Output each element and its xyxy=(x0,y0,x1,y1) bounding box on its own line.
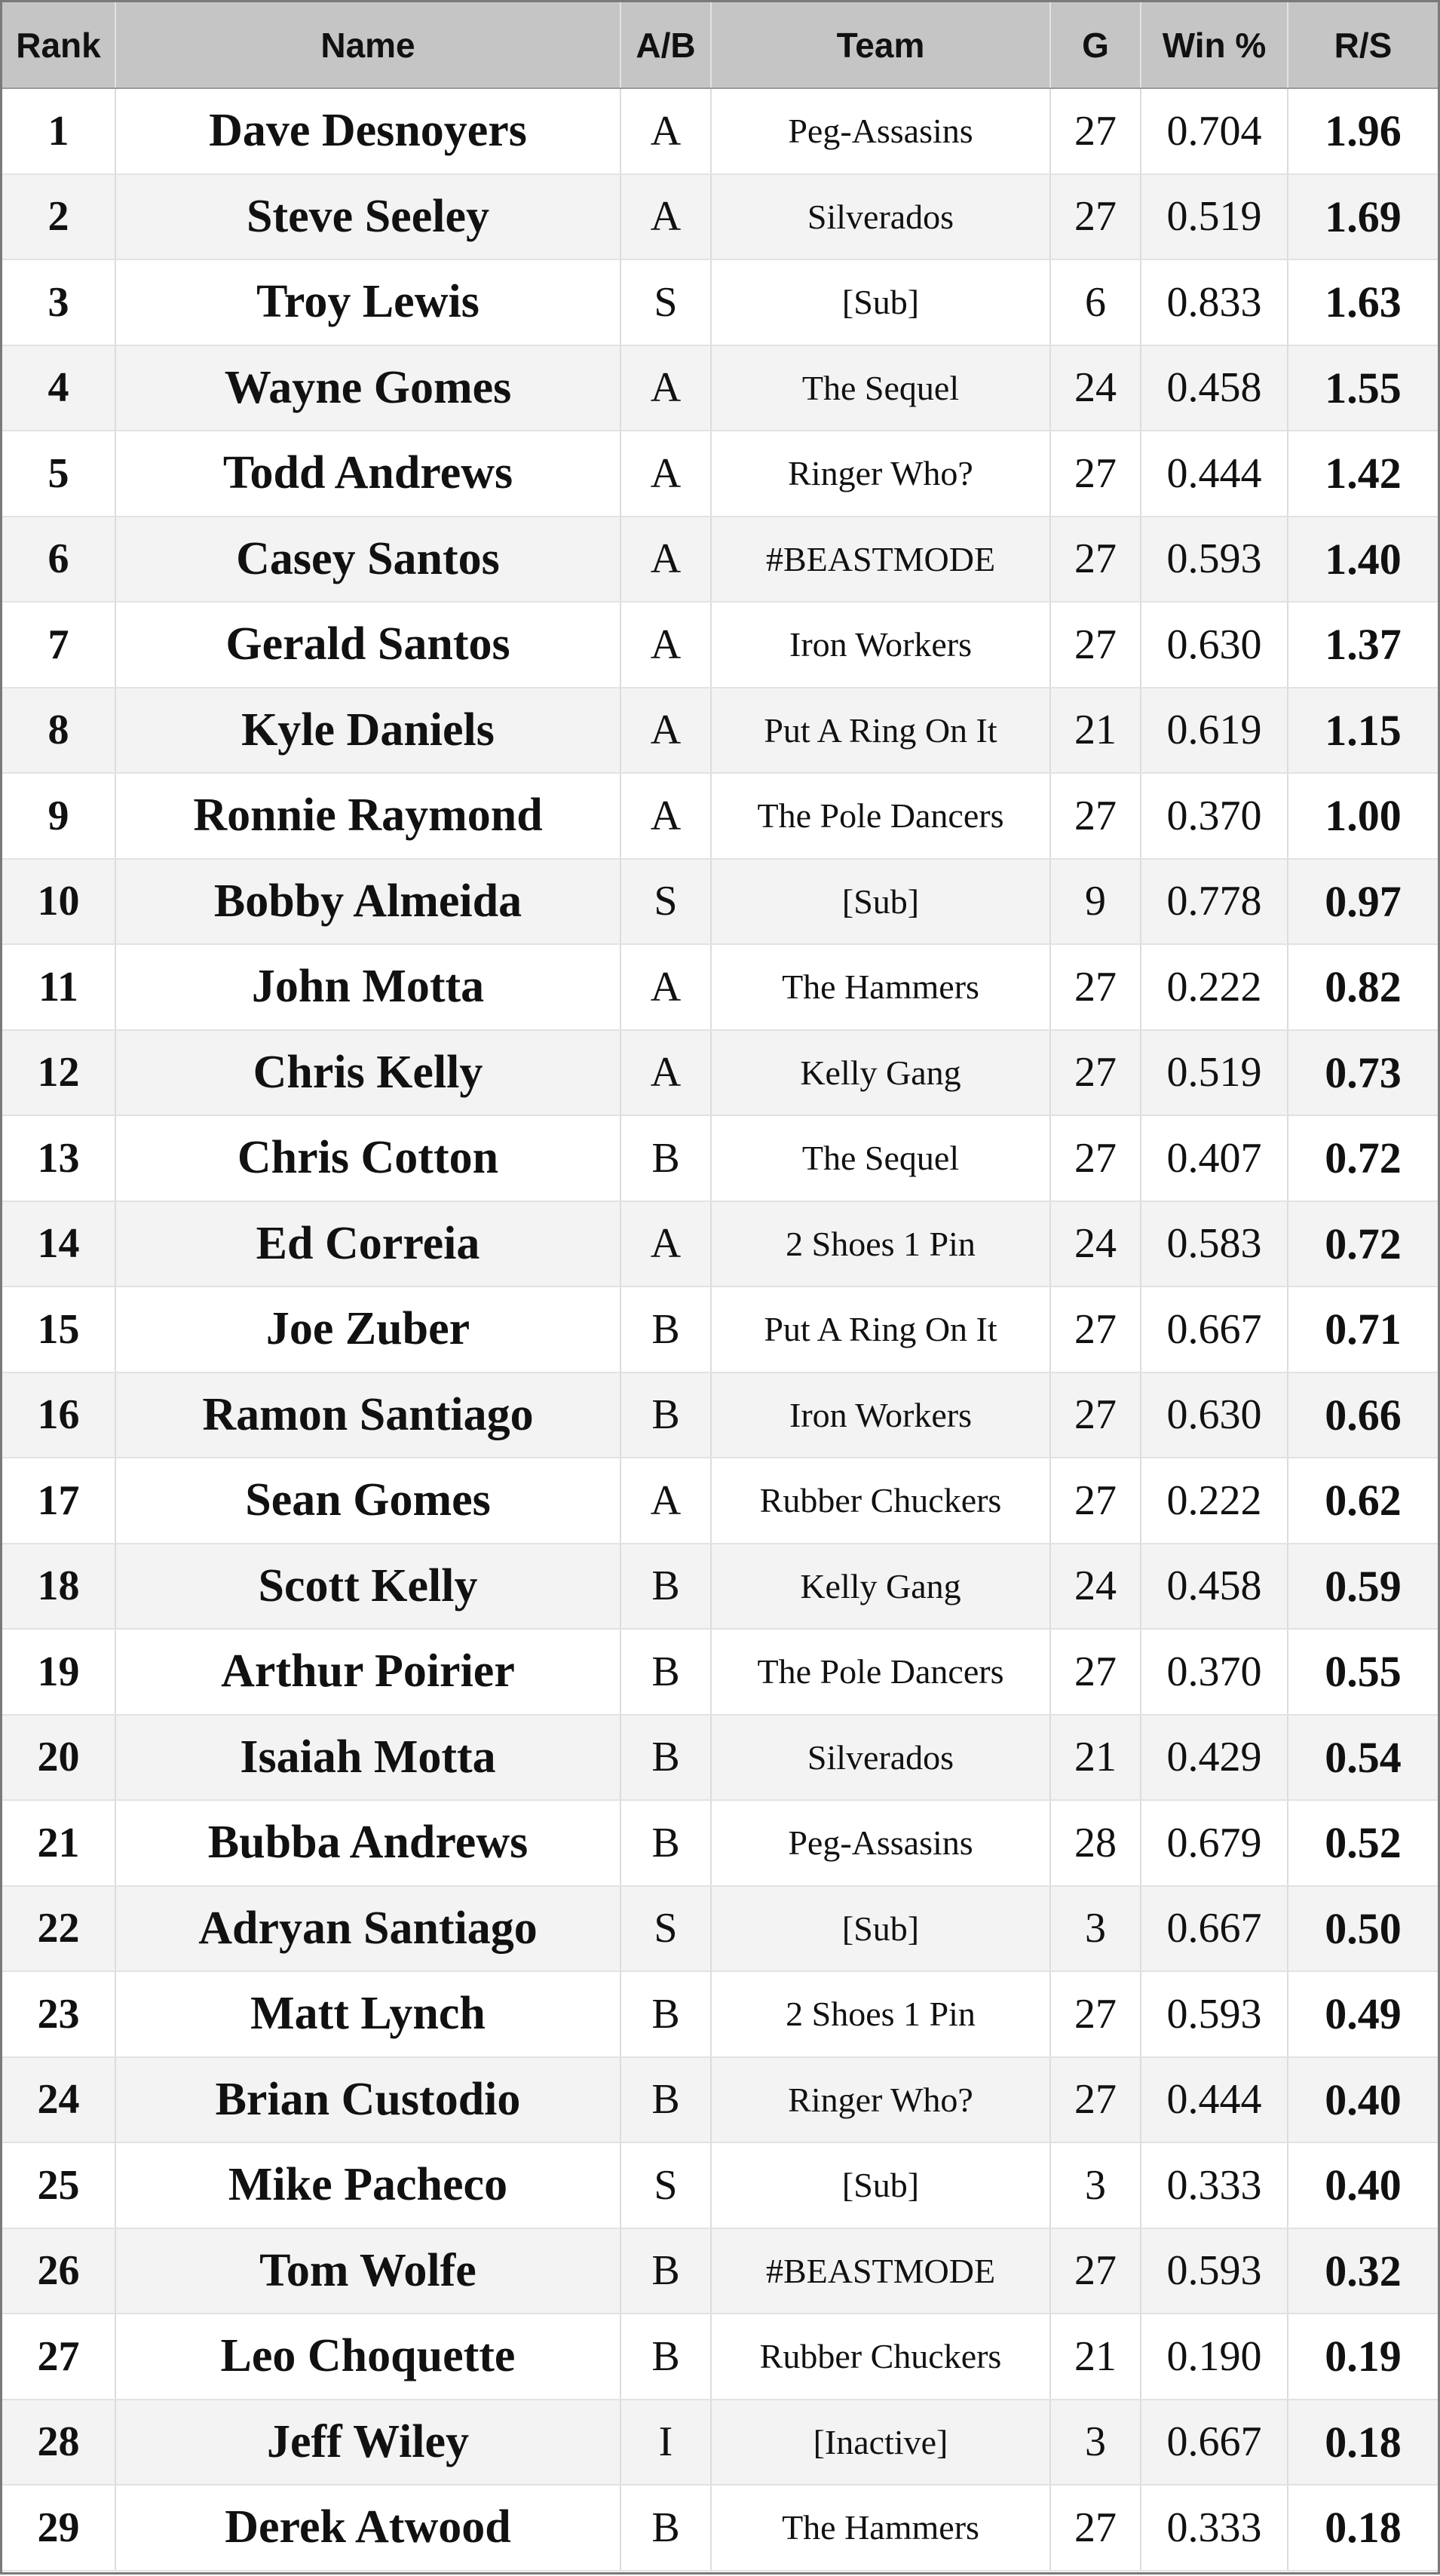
cell-games: 27 xyxy=(1050,1286,1141,1372)
cell-win-pct: 0.667 xyxy=(1141,2400,1288,2486)
cell-win-pct: 0.593 xyxy=(1141,2228,1288,2314)
cell-ab: B xyxy=(620,1115,711,1201)
cell-name: Ramon Santiago xyxy=(115,1372,620,1458)
cell-games: 27 xyxy=(1050,174,1141,260)
cell-games: 28 xyxy=(1050,1800,1141,1886)
cell-win-pct: 0.833 xyxy=(1141,259,1288,345)
cell-games: 27 xyxy=(1050,944,1141,1030)
cell-team: [Sub] xyxy=(711,2142,1050,2228)
cell-rs: 0.19 xyxy=(1288,2314,1438,2400)
cell-ab: A xyxy=(620,602,711,688)
cell-ab: B xyxy=(620,1629,711,1715)
cell-ab: B xyxy=(620,2228,711,2314)
cell-rs: 0.18 xyxy=(1288,2485,1438,2571)
table-row[interactable] xyxy=(2,688,1438,774)
header-rs[interactable]: R/S xyxy=(1288,2,1438,88)
cell-ab: A xyxy=(620,1030,711,1116)
cell-rs: 0.72 xyxy=(1288,1201,1438,1287)
table-row[interactable] xyxy=(2,2400,1438,2486)
cell-ab: I xyxy=(620,2400,711,2486)
cell-name: Steve Seeley xyxy=(115,174,620,260)
table-row[interactable] xyxy=(2,1115,1438,1201)
cell-rank: 22 xyxy=(2,1886,115,1972)
cell-team: The Hammers xyxy=(711,2485,1050,2571)
cell-team: The Pole Dancers xyxy=(711,1629,1050,1715)
header-win-pct[interactable]: Win % xyxy=(1141,2,1288,88)
table-row[interactable] xyxy=(2,773,1438,859)
cell-ab: A xyxy=(620,345,711,431)
cell-team: Ringer Who? xyxy=(711,2057,1050,2143)
cell-games: 27 xyxy=(1050,88,1141,174)
cell-name: Matt Lynch xyxy=(115,1971,620,2057)
cell-rs: 1.69 xyxy=(1288,174,1438,260)
cell-name: Chris Kelly xyxy=(115,1030,620,1116)
cell-name: Sean Gomes xyxy=(115,1458,620,1544)
cell-ab: A xyxy=(620,174,711,260)
cell-rs: 1.40 xyxy=(1288,517,1438,603)
cell-games: 27 xyxy=(1050,773,1141,859)
cell-name: Ronnie Raymond xyxy=(115,773,620,859)
cell-games: 27 xyxy=(1050,431,1141,517)
cell-rs: 0.32 xyxy=(1288,2228,1438,2314)
cell-name: Dave Desnoyers xyxy=(115,88,620,174)
cell-team: [Sub] xyxy=(711,859,1050,945)
cell-games: 27 xyxy=(1050,602,1141,688)
cell-name: Gerald Santos xyxy=(115,602,620,688)
table-row[interactable] xyxy=(2,1458,1438,1544)
cell-games: 24 xyxy=(1050,1201,1141,1287)
cell-name: Wayne Gomes xyxy=(115,345,620,431)
cell-games: 6 xyxy=(1050,259,1141,345)
cell-ab: A xyxy=(620,1458,711,1544)
cell-win-pct: 0.190 xyxy=(1141,2314,1288,2400)
cell-win-pct: 0.667 xyxy=(1141,1286,1288,1372)
cell-team: Peg-Assasins xyxy=(711,1800,1050,1886)
cell-rank: 6 xyxy=(2,517,115,603)
cell-win-pct: 0.519 xyxy=(1141,1030,1288,1116)
cell-rs: 1.00 xyxy=(1288,773,1438,859)
cell-win-pct: 0.222 xyxy=(1141,944,1288,1030)
cell-rs: 0.66 xyxy=(1288,1372,1438,1458)
header-rank[interactable]: Rank xyxy=(2,2,115,88)
cell-rank: 24 xyxy=(2,2057,115,2143)
cell-games: 3 xyxy=(1050,1886,1141,1972)
table-row[interactable] xyxy=(2,517,1438,603)
table-row[interactable] xyxy=(2,2142,1438,2228)
cell-rs: 0.97 xyxy=(1288,859,1438,945)
cell-ab: S xyxy=(620,2142,711,2228)
cell-team: [Sub] xyxy=(711,1886,1050,1972)
cell-rs: 0.49 xyxy=(1288,1971,1438,2057)
cell-rank: 20 xyxy=(2,1715,115,1801)
cell-rs: 0.62 xyxy=(1288,1458,1438,1544)
cell-rs: 0.72 xyxy=(1288,1115,1438,1201)
cell-team: 2 Shoes 1 Pin xyxy=(711,1971,1050,2057)
cell-ab: S xyxy=(620,859,711,945)
cell-win-pct: 0.679 xyxy=(1141,1800,1288,1886)
cell-win-pct: 0.704 xyxy=(1141,88,1288,174)
cell-rank: 11 xyxy=(2,944,115,1030)
cell-win-pct: 0.458 xyxy=(1141,1544,1288,1630)
cell-team: #BEASTMODE xyxy=(711,517,1050,603)
cell-rank: 1 xyxy=(2,88,115,174)
cell-rank: 13 xyxy=(2,1115,115,1201)
cell-name: Troy Lewis xyxy=(115,259,620,345)
cell-games: 27 xyxy=(1050,1115,1141,1201)
cell-games: 27 xyxy=(1050,1372,1141,1458)
cell-ab: B xyxy=(620,1544,711,1630)
cell-rank: 29 xyxy=(2,2485,115,2571)
cell-team: Peg-Assasins xyxy=(711,88,1050,174)
cell-ab: B xyxy=(620,2057,711,2143)
table-row[interactable] xyxy=(2,2228,1438,2314)
cell-rs: 0.52 xyxy=(1288,1800,1438,1886)
table-row[interactable] xyxy=(2,2314,1438,2400)
cell-rank: 10 xyxy=(2,859,115,945)
cell-name: Ed Correia xyxy=(115,1201,620,1287)
cell-win-pct: 0.778 xyxy=(1141,859,1288,945)
cell-win-pct: 0.593 xyxy=(1141,1971,1288,2057)
cell-name: Derek Atwood xyxy=(115,2485,620,2571)
cell-games: 27 xyxy=(1050,517,1141,603)
cell-win-pct: 0.370 xyxy=(1141,1629,1288,1715)
cell-ab: A xyxy=(620,773,711,859)
cell-team: #BEASTMODE xyxy=(711,2228,1050,2314)
cell-win-pct: 0.407 xyxy=(1141,1115,1288,1201)
cell-rank: 28 xyxy=(2,2400,115,2486)
cell-win-pct: 0.519 xyxy=(1141,174,1288,260)
table-row[interactable] xyxy=(2,1629,1438,1715)
cell-team: Ringer Who? xyxy=(711,431,1050,517)
cell-win-pct: 0.619 xyxy=(1141,688,1288,774)
cell-rs: 1.96 xyxy=(1288,88,1438,174)
cell-win-pct: 0.429 xyxy=(1141,1715,1288,1801)
cell-games: 27 xyxy=(1050,2057,1141,2143)
cell-rs: 0.73 xyxy=(1288,1030,1438,1116)
cell-team: Iron Workers xyxy=(711,1372,1050,1458)
cell-games: 21 xyxy=(1050,2314,1141,2400)
cell-team: The Sequel xyxy=(711,345,1050,431)
table-row[interactable] xyxy=(2,1544,1438,1630)
cell-team: Put A Ring On It xyxy=(711,688,1050,774)
cell-team: 2 Shoes 1 Pin xyxy=(711,1201,1050,1287)
cell-ab: A xyxy=(620,88,711,174)
cell-name: Joe Zuber xyxy=(115,1286,620,1372)
cell-name: Arthur Poirier xyxy=(115,1629,620,1715)
cell-team: Put A Ring On It xyxy=(711,1286,1050,1372)
table-row[interactable] xyxy=(2,259,1438,345)
cell-games: 27 xyxy=(1050,1458,1141,1544)
cell-ab: B xyxy=(620,2314,711,2400)
cell-win-pct: 0.458 xyxy=(1141,345,1288,431)
cell-win-pct: 0.630 xyxy=(1141,1372,1288,1458)
cell-rank: 9 xyxy=(2,773,115,859)
cell-games: 27 xyxy=(1050,1971,1141,2057)
table-row[interactable] xyxy=(2,859,1438,945)
cell-win-pct: 0.593 xyxy=(1141,517,1288,603)
table-row[interactable] xyxy=(2,88,1438,174)
cell-rs: 0.55 xyxy=(1288,1629,1438,1715)
cell-win-pct: 0.333 xyxy=(1141,2485,1288,2571)
cell-win-pct: 0.370 xyxy=(1141,773,1288,859)
cell-rank: 18 xyxy=(2,1544,115,1630)
cell-games: 3 xyxy=(1050,2400,1141,2486)
table-row[interactable] xyxy=(2,1286,1438,1372)
cell-team: Rubber Chuckers xyxy=(711,1458,1050,1544)
table-row[interactable] xyxy=(2,174,1438,260)
cell-rank: 12 xyxy=(2,1030,115,1116)
cell-rank: 14 xyxy=(2,1201,115,1287)
cell-name: Adryan Santiago xyxy=(115,1886,620,1972)
header-games[interactable]: G xyxy=(1050,2,1141,88)
cell-games: 21 xyxy=(1050,688,1141,774)
cell-rank: 8 xyxy=(2,688,115,774)
table-row[interactable] xyxy=(2,2485,1438,2571)
cell-ab: B xyxy=(620,1715,711,1801)
cell-games: 27 xyxy=(1050,2485,1141,2571)
cell-name: Mike Pacheco xyxy=(115,2142,620,2228)
cell-ab: B xyxy=(620,2485,711,2571)
cell-ab: B xyxy=(620,1286,711,1372)
cell-rs: 0.18 xyxy=(1288,2400,1438,2486)
cell-ab: A xyxy=(620,688,711,774)
cell-name: Scott Kelly xyxy=(115,1544,620,1630)
cell-ab: B xyxy=(620,1372,711,1458)
cell-rank: 17 xyxy=(2,1458,115,1544)
table-row[interactable] xyxy=(2,431,1438,517)
table-header xyxy=(2,2,1438,88)
cell-win-pct: 0.583 xyxy=(1141,1201,1288,1287)
table-row[interactable] xyxy=(2,602,1438,688)
cell-rank: 5 xyxy=(2,431,115,517)
cell-team: Rubber Chuckers xyxy=(711,2314,1050,2400)
cell-rank: 27 xyxy=(2,2314,115,2400)
cell-name: Tom Wolfe xyxy=(115,2228,620,2314)
cell-rs: 0.54 xyxy=(1288,1715,1438,1801)
cell-name: Leo Choquette xyxy=(115,2314,620,2400)
cell-name: Brian Custodio xyxy=(115,2057,620,2143)
cell-ab: A xyxy=(620,1201,711,1287)
cell-ab: A xyxy=(620,517,711,603)
cell-rs: 0.71 xyxy=(1288,1286,1438,1372)
cell-rs: 1.63 xyxy=(1288,259,1438,345)
cell-games: 27 xyxy=(1050,2228,1141,2314)
cell-team: The Sequel xyxy=(711,1115,1050,1201)
cell-rs: 0.40 xyxy=(1288,2057,1438,2143)
cell-rs: 1.37 xyxy=(1288,602,1438,688)
cell-rank: 16 xyxy=(2,1372,115,1458)
cell-ab: B xyxy=(620,1800,711,1886)
cell-win-pct: 0.222 xyxy=(1141,1458,1288,1544)
cell-rs: 0.50 xyxy=(1288,1886,1438,1972)
table-row[interactable] xyxy=(2,2057,1438,2143)
cell-games: 27 xyxy=(1050,1629,1141,1715)
header-team[interactable]: Team xyxy=(711,2,1050,88)
cell-team: Silverados xyxy=(711,1715,1050,1801)
cell-win-pct: 0.630 xyxy=(1141,602,1288,688)
cell-name: Isaiah Motta xyxy=(115,1715,620,1801)
cell-team: Iron Workers xyxy=(711,602,1050,688)
cell-games: 9 xyxy=(1050,859,1141,945)
cell-name: John Motta xyxy=(115,944,620,1030)
standings-table xyxy=(2,2,1438,2571)
cell-rs: 0.82 xyxy=(1288,944,1438,1030)
header-ab[interactable]: A/B xyxy=(620,2,711,88)
cell-ab: S xyxy=(620,259,711,345)
cell-rank: 26 xyxy=(2,2228,115,2314)
cell-win-pct: 0.444 xyxy=(1141,2057,1288,2143)
table-row[interactable] xyxy=(2,1886,1438,1972)
cell-name: Kyle Daniels xyxy=(115,688,620,774)
cell-rank: 19 xyxy=(2,1629,115,1715)
cell-team: Silverados xyxy=(711,174,1050,260)
cell-rank: 23 xyxy=(2,1971,115,2057)
cell-rs: 0.40 xyxy=(1288,2142,1438,2228)
cell-rank: 21 xyxy=(2,1800,115,1886)
cell-rs: 1.15 xyxy=(1288,688,1438,774)
cell-games: 3 xyxy=(1050,2142,1141,2228)
cell-rank: 4 xyxy=(2,345,115,431)
cell-rs: 0.59 xyxy=(1288,1544,1438,1630)
header-row xyxy=(2,2,1438,88)
cell-win-pct: 0.667 xyxy=(1141,1886,1288,1972)
cell-team: [Inactive] xyxy=(711,2400,1050,2486)
cell-name: Bobby Almeida xyxy=(115,859,620,945)
header-name[interactable]: Name xyxy=(115,2,620,88)
table-row[interactable] xyxy=(2,1800,1438,1886)
table-row[interactable] xyxy=(2,1715,1438,1801)
cell-rs: 1.42 xyxy=(1288,431,1438,517)
cell-team: [Sub] xyxy=(711,259,1050,345)
cell-team: Kelly Gang xyxy=(711,1030,1050,1116)
cell-win-pct: 0.444 xyxy=(1141,431,1288,517)
table-row[interactable] xyxy=(2,1030,1438,1116)
table-body xyxy=(2,88,1438,2571)
table-row[interactable] xyxy=(2,345,1438,431)
cell-name: Chris Cotton xyxy=(115,1115,620,1201)
cell-team: The Pole Dancers xyxy=(711,773,1050,859)
cell-rank: 2 xyxy=(2,174,115,260)
table-row[interactable] xyxy=(2,1971,1438,2057)
cell-ab: A xyxy=(620,944,711,1030)
cell-win-pct: 0.333 xyxy=(1141,2142,1288,2228)
cell-games: 27 xyxy=(1050,1030,1141,1116)
cell-name: Todd Andrews xyxy=(115,431,620,517)
cell-rank: 3 xyxy=(2,259,115,345)
cell-ab: B xyxy=(620,1971,711,2057)
table-row[interactable] xyxy=(2,1372,1438,1458)
cell-name: Bubba Andrews xyxy=(115,1800,620,1886)
cell-team: The Hammers xyxy=(711,944,1050,1030)
cell-games: 24 xyxy=(1050,345,1141,431)
cell-rs: 1.55 xyxy=(1288,345,1438,431)
cell-name: Jeff Wiley xyxy=(115,2400,620,2486)
cell-ab: A xyxy=(620,431,711,517)
cell-games: 21 xyxy=(1050,1715,1141,1801)
cell-rank: 7 xyxy=(2,602,115,688)
table-row[interactable] xyxy=(2,1201,1438,1287)
cell-rank: 25 xyxy=(2,2142,115,2228)
cell-ab: S xyxy=(620,1886,711,1972)
table-row[interactable] xyxy=(2,944,1438,1030)
cell-rank: 15 xyxy=(2,1286,115,1372)
cell-team: Kelly Gang xyxy=(711,1544,1050,1630)
cell-games: 24 xyxy=(1050,1544,1141,1630)
cell-name: Casey Santos xyxy=(115,517,620,603)
